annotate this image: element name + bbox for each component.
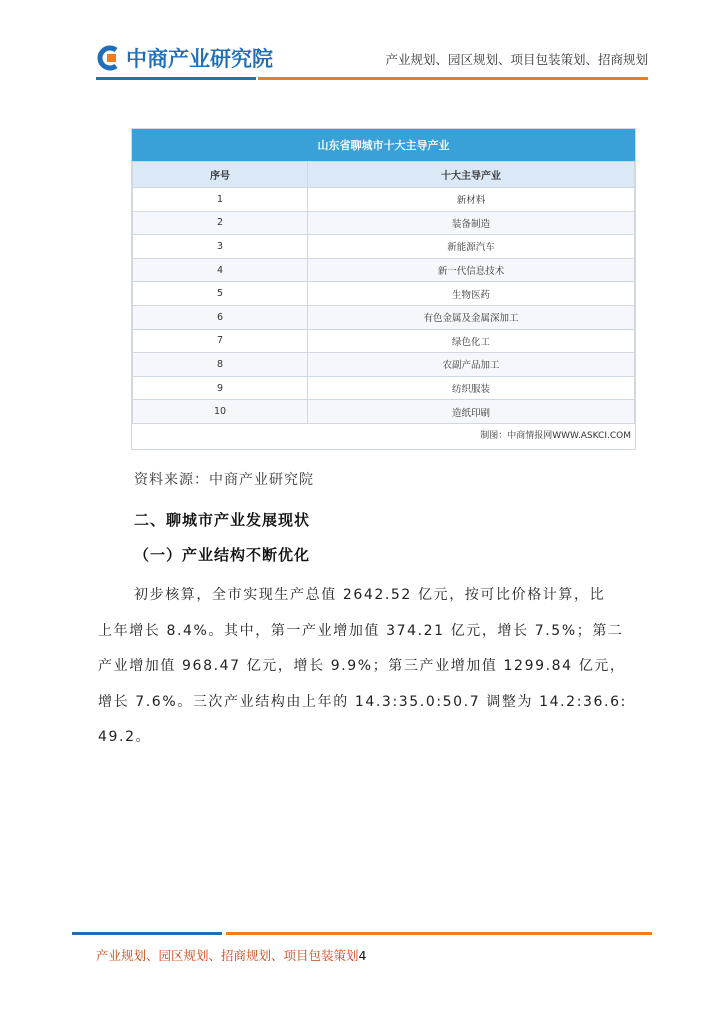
row-index: 3 — [133, 235, 308, 259]
table-header-row — [133, 162, 635, 188]
table-title: 山东省聊城市十大主导产业 — [132, 129, 635, 161]
table-row — [133, 258, 635, 282]
table-row — [133, 305, 635, 329]
logo-text: 中商产业研究院 — [126, 47, 273, 71]
header-rule-orange — [258, 77, 648, 80]
table-credit: 制图：中商情报网WWW.ASKCI.COM — [480, 431, 631, 442]
row-industry: 生物医药 — [308, 282, 635, 306]
row-industry: 农副产品加工 — [308, 353, 635, 377]
row-index: 7 — [133, 329, 308, 353]
row-industry: 新一代信息技术 — [308, 258, 635, 282]
paragraph-line: 上年增长 8.4%。其中，第一产业增加值 374.21 亿元，增长 7.5%；第二 — [98, 622, 624, 639]
table-row — [133, 235, 635, 259]
footer-rule-orange — [226, 932, 652, 935]
section-title: 二、聊城市产业发展现状 — [134, 511, 311, 529]
row-index: 6 — [133, 305, 308, 329]
page-number: 4 — [358, 948, 367, 963]
row-index: 4 — [133, 258, 308, 282]
company-logo — [96, 44, 273, 72]
row-index: 8 — [133, 353, 308, 377]
body-paragraph — [98, 578, 646, 756]
table-row — [133, 282, 635, 306]
footer-rule-blue — [72, 932, 222, 935]
footer-text: 产业规划、园区规划、招商规划、项目包装策划 — [96, 948, 359, 963]
table-row — [133, 353, 635, 377]
row-index: 1 — [133, 188, 308, 212]
paragraph-line: 49.2。 — [98, 729, 152, 745]
row-industry: 新材料 — [308, 188, 635, 212]
industry-table-figure — [131, 128, 636, 450]
table-row — [133, 211, 635, 235]
table-row — [133, 188, 635, 212]
paragraph-line: 增长 7.6%。三次产业结构由上年的 14.3:35.0:50.7 调整为 14.2:36.6: — [98, 693, 627, 710]
table-header-index: 序号 — [133, 162, 308, 188]
table-header-industry: 十大主导产业 — [308, 162, 635, 188]
subsection-title: （一）产业结构不断优化 — [134, 546, 311, 564]
row-industry: 有色金属及金属深加工 — [308, 305, 635, 329]
paragraph-line: 产业增加值 968.47 亿元，增长 9.9%；第三产业增加值 1299.84 亿元， — [98, 658, 626, 674]
row-industry: 造纸印刷 — [308, 400, 635, 424]
row-industry: 装备制造 — [308, 211, 635, 235]
header-rule-blue — [96, 77, 256, 80]
row-industry: 纺织服装 — [308, 376, 635, 400]
row-index: 10 — [133, 400, 308, 424]
logo-c-icon — [96, 45, 122, 71]
table-row — [133, 400, 635, 424]
row-index: 2 — [133, 211, 308, 235]
row-industry: 新能源汽车 — [308, 235, 635, 259]
paragraph-line: 初步核算，全市实现生产总值 2642.52 亿元，按可比价格计算，比 — [134, 587, 606, 603]
header-tagline: 产业规划、园区规划、项目包装策划、招商规划 — [385, 52, 648, 67]
table-row — [133, 329, 635, 353]
row-index: 5 — [133, 282, 308, 306]
footer-tagline — [96, 946, 366, 964]
table-row — [133, 376, 635, 400]
source-note: 资料来源：中商产业研究院 — [134, 472, 314, 488]
industry-table — [132, 161, 635, 424]
row-industry: 绿色化工 — [308, 329, 635, 353]
row-index: 9 — [133, 376, 308, 400]
